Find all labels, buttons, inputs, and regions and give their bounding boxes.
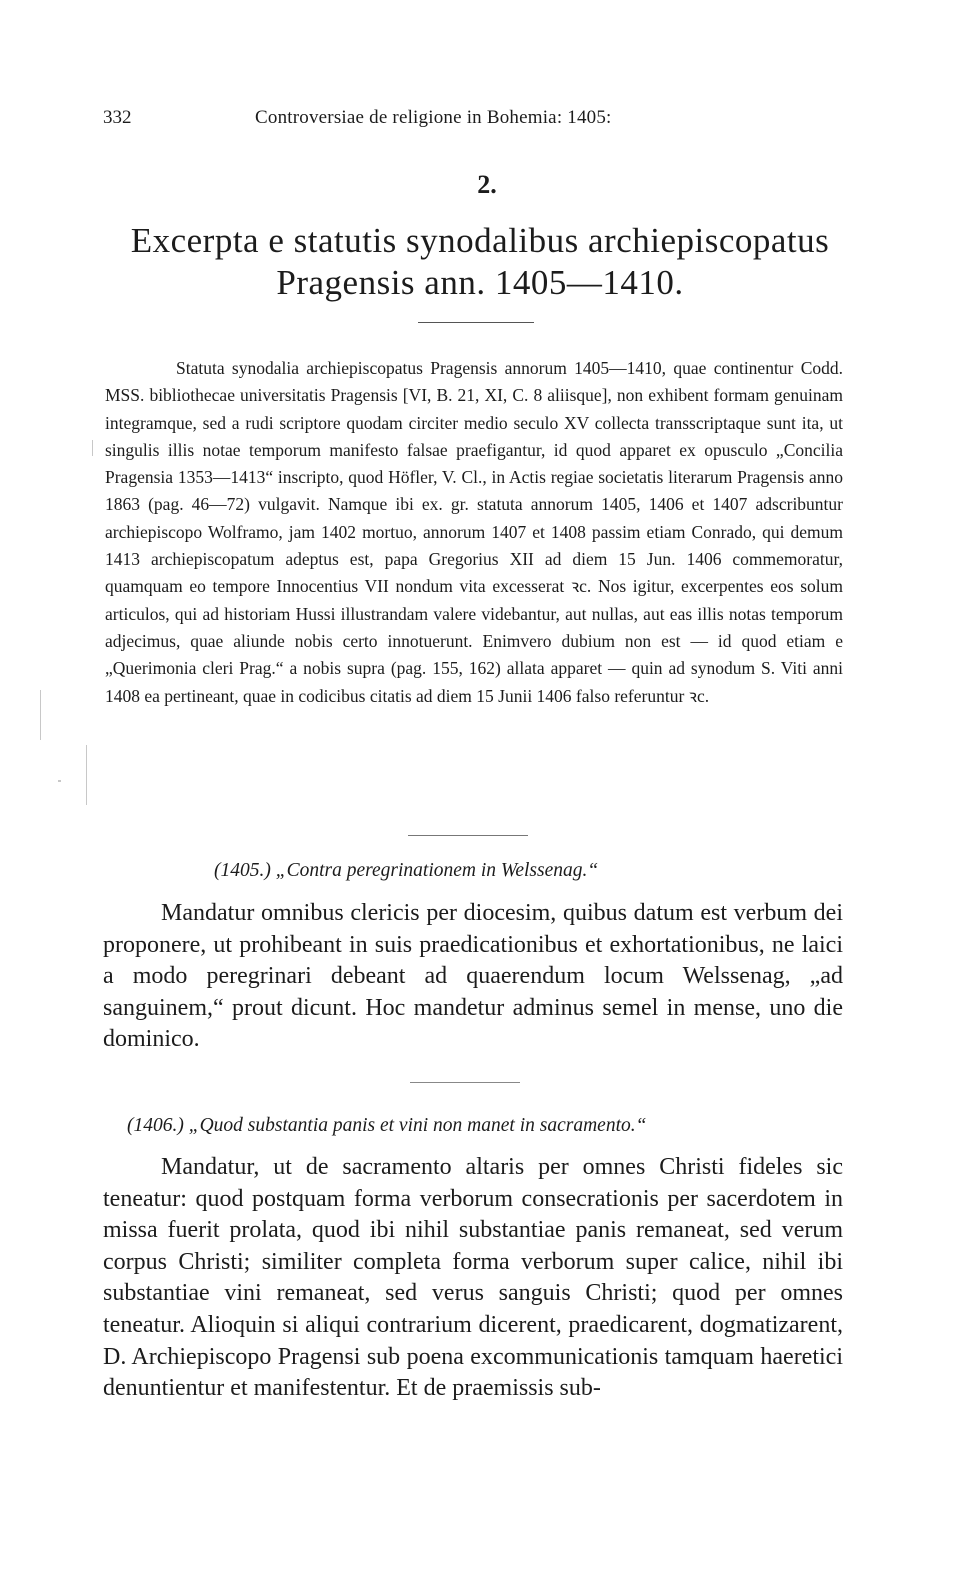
section-title: Excerpta e statutis synodalibus archiepiscopatus Pragensis ann. 1405—1410. xyxy=(130,221,830,302)
article-text: Mandatur, ut de sacramento altaris per omnes Christi fideles sic teneatur: quod postquam forma verborum consecrationis per sacerdotem in missa fuerit prolata, quod ibi nihil substantiae panis remaneat, sed verum corpus Christi; similiter completa forma verborum super calice, nihil ibi substantiae vini remaneat, sed verus sanguis Christi; quod per omnes teneatur. Alioquin si aliqui contrarium dicerent, praedicarent, dogmatizarent, D. Archiepiscopo Pragensi sub poena excommunicationis tamquam haeretici denuntientur et manifestentur. Et de praemissis sub- xyxy=(103,1154,843,1402)
running-head xyxy=(103,107,843,133)
article-year: (1405.) xyxy=(214,860,271,881)
article-body xyxy=(103,898,843,1056)
article-text: Mandatur omnibus clericis per diocesim, quibus datum est verbum dei proponere, ut prohibeant in suis praedicationibus et exhortationibus, ne laici a modo peregrinari debeant ad quaerendum locum Welssenag, „ad sanguinem,“ prout dicunt. Hoc mandetur adminus semel in mense, uno die dominico. xyxy=(103,900,843,1053)
section-divider xyxy=(408,835,528,836)
article-title: „Contra peregrinationem in Welssenag.“ xyxy=(275,860,599,881)
section-divider xyxy=(410,1082,520,1083)
page-number: 332 xyxy=(103,107,132,128)
article-heading xyxy=(127,1115,646,1137)
article-year: (1406.) xyxy=(127,1115,184,1136)
scan-speck xyxy=(92,440,93,456)
introduction-paragraph xyxy=(105,355,843,710)
running-title: Controversiae de religione in Bohemia: 1405: xyxy=(255,107,612,128)
scan-speck xyxy=(58,780,61,782)
section-number: 2. xyxy=(477,170,497,199)
article-body xyxy=(103,1152,843,1405)
introduction-text: Statuta synodalia archiepiscopatus Pragensis annorum 1405—1410, quae continentur Codd. MSS. bibliothecae universitatis Pragensis [VI, B. 21, XI, C. 8 aliisque], non exhibent formam genuinam integramque, sed a rudi scriptore quodam circiter medio seculo XV collecta transscriptaque sunt ita, ut singulis illis notae temporum manifesto falsae praefigantur, id quod apparet ex opusculo „Concilia Pragensia 1353—1413“ inscripto, quod Höfler, V. Cl., in Actis regiae societatis literarum Pragensis anno 1863 (pag. 46—72) vulgavit. Namque ibi ex. gr. statuta annorum 1405, 1406 et 1407 adscribuntur archiepiscopo Wolframo, jam 1402 mortuo, annorum 1407 et 1408 passim etiam Conrado, qui demum 1413 archiepiscopatum adeptus est, papa Gregorius XII ad diem 15 Jun. 1406 commemoratur, quamquam eo tempore Innocentius VII nondum vita excesserat ꝛc. Nos igitur, excerpentes eos solum articulos, qui ad historiam Hussi illustrandam valere videbantur, aut nullas, aut eas illis notas temporum adjecimus, quae aliunde nobis certo innotuerunt. Enimvero dubium non est — id quod etiam e „Querimonia cleri Prag.“ a nobis supra (pag. 155, 162) allata apparet — quin ad synodum S. Viti anni 1408 ea pertineant, quae in codicibus citatis ad diem 15 Junii 1406 falso referuntur ꝛc. xyxy=(105,358,843,706)
scan-speck xyxy=(86,745,87,805)
article-heading xyxy=(214,860,598,882)
title-divider xyxy=(418,322,534,323)
scan-speck xyxy=(40,690,41,740)
article-title: „Quod substantia panis et vini non manet in sacramento.“ xyxy=(188,1115,647,1136)
